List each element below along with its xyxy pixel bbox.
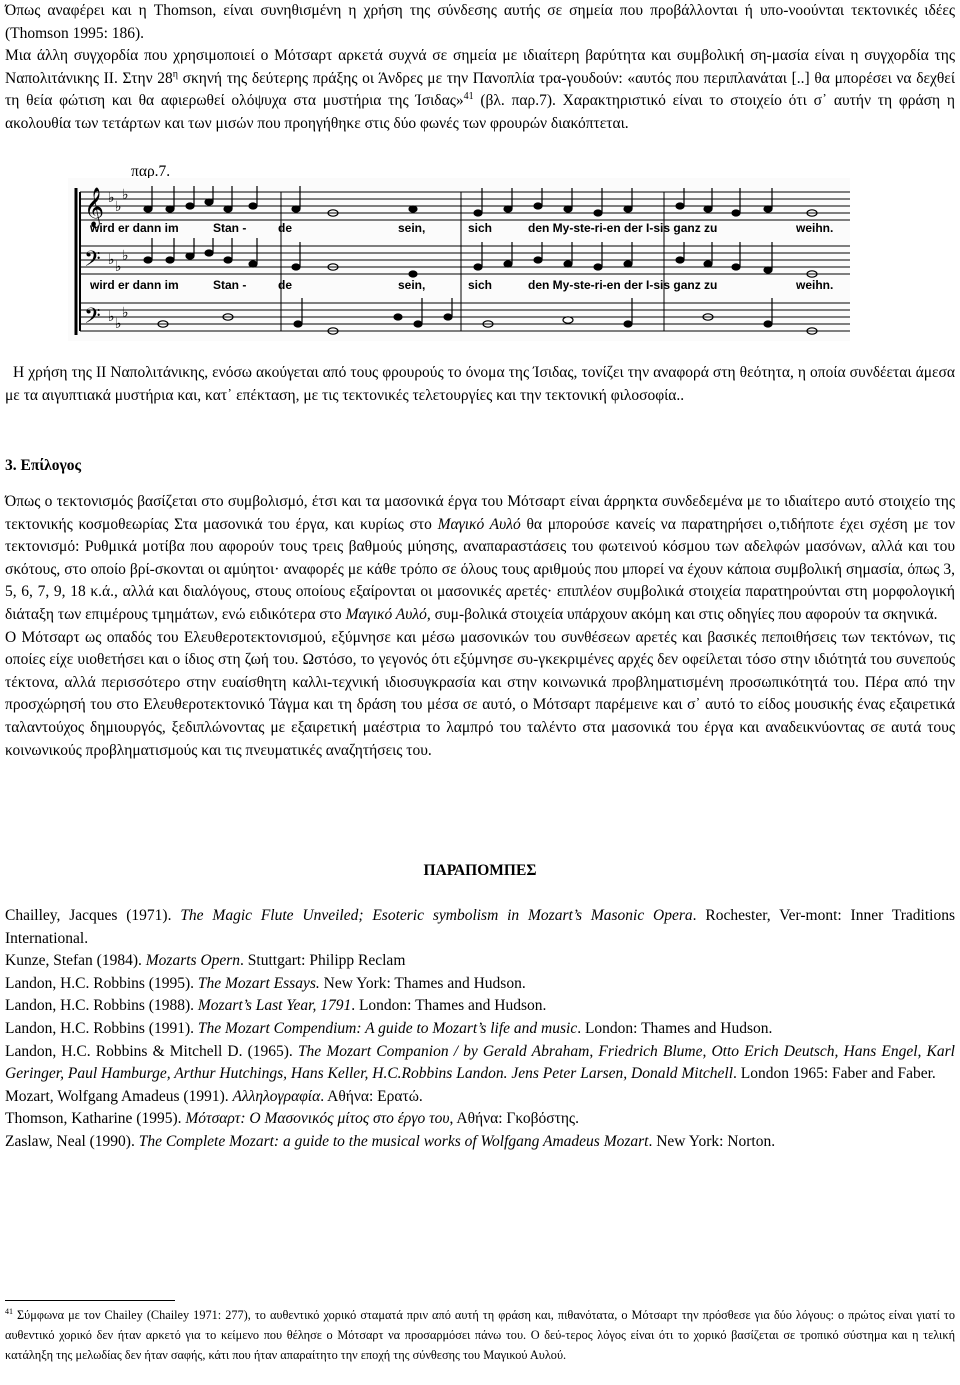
music-score-excerpt [68, 178, 850, 341]
body-paragraph: Όπως ο τεκτονισμός βασίζεται στο συμβολισμό, έτσι και τα μασονικά έργα του Μότσαρτ είναι άρρηκτα συνδεδεμένα με το ιδιαίτερο αυτό στοιχείο της τεκτονικής κοσμοθεωρίας Στα μασονικά του έργα, και κυρίως στο Μαγικό Αυλό θα μπορούσε κανείς να παρατηρήσει ο,τιδήποτε έχει σχέση με τον τεκτονισμό: Ρυθμικά μοτίβα που αφορούν τους τρεις βαθμούς μύησης, αναπαραστάσεις του φωτεινού κόσμου των αδελφών μασόνων, αλλά και του σκότους, στο οποίο βρί-σκονται οι αμύητοι· αναφορές με κάθε τρόπο σε όλους τους αριθμούς που μπορεί να έχουν κάποια συμβολική σημασία, όπως 3, 5, 6, 7, 9, 18 κ.ά., αλλά και διαλόγους, στους οποίους εξαίρονται οι μασονικές αρετές· επιπλέον συμβολικά στοιχεία παρατηρούνται στη μορφολογική διάταξη των επιμέρους τμημάτων, ενώ ειδικότερα στο Μαγικό Αυλό, συμ-βολικά στοιχεία υπάρχουν ακόμη και στις οδηγίες που αφορούν τα σκηνικά. [5, 493, 955, 623]
reference-item: Landon, H.C. Robbins (1991). The Mozart Compendium: A guide to Mozart’s life and music. London: Thames and Hudson. [5, 1019, 773, 1037]
reference-item: Landon, H.C. Robbins (1988). Mozart’s Last Year, 1791. London: Thames and Hudson. [5, 997, 547, 1015]
section-heading: 3. Επίλογος [5, 457, 82, 474]
footnote-divider [5, 1300, 175, 1301]
lyric: sich [468, 221, 493, 235]
svg-text:♭: ♭ [115, 199, 122, 215]
lyric: de [278, 221, 293, 235]
reference-item: Mozart, Wolfgang Amadeus (1991). Αλληλογραφία. Αθήνα: Ερατώ. [5, 1087, 423, 1105]
lyric: weihn. [796, 221, 834, 235]
reference-item: Landon, H.C. Robbins & Mitchell D. (1965). The Mozart Companion / by Gerald Abraham, Friedrich Blume, Otto Erich Deutsch, Hans Engel, Karl Geringer, Paul Hamburge, Arthur Hutchings, Hans Keller, H.C.Robbins Landon. Jens Peter Larsen, Donald Mitchell. London 1965: Faber and Faber. [5, 1042, 955, 1083]
lyric: weihn. [796, 278, 834, 292]
lyric: sich [468, 278, 493, 292]
references-heading: ΠΑΡΑΠΟΜΠΕΣ [423, 862, 537, 879]
lyric: de [278, 278, 293, 292]
epilogue-text [5, 491, 955, 762]
svg-text:♭: ♭ [122, 187, 129, 203]
svg-text:♭: ♭ [122, 248, 129, 264]
body-paragraph: Ο Μότσαρτ ως οπαδός του Ελευθεροτεκτονισμού, εξύμνησε και μέσω μασονικών του συνθέσεων αρετές και βασικές πεποιθήσεις των τεκτόνων, τις οποίες είχε υιοθετήσει και ο ίδιος στη ζωή του. Ωστόσο, το γεγονός ότι εξύμνησε συ-γκεκριμένες αρχές δεν οφείλεται τόσο στην ιδιότητά του συνεπούς τέκτονα, αλλά περισσότερο στην ευαίσθητη καλλι-τεχνική ιδιοσυγκρασία και στην κοινωνικά προβληματισμένη προσωπικότητά του. Πέρα από την προσχώρησή του στο Ελευθεροτεκτονικό Τάγμα και τη δράση του μέσα σε αυτό, ο Μότσαρτ παρέμεινε και σ᾽ αυτό το είδος μουσικής ένας εξαιρετικά ταλαντούχος δημιουργός, ξεδιπλώνοντας με εξαιρετική μαέστρια το λαμπρό του ταλέντο στα μασονικά του έργα και αναδεικνύοντας σε αυτά τους κοινωνικούς προβληματισμούς και τις πνευματικές αναζητήσεις του. [5, 628, 955, 759]
lyric: sein, [398, 221, 426, 235]
lyric: sein, [398, 278, 426, 292]
intro-paragraph: Όπως αναφέρει και η Thomson, είναι συνηθισμένη η χρήση της σύνδεσης αυτής σε σημεία που προβάλλονται ή υπο-νοούνται τεκτονικές ιδέες (Thomson 1995: 186). Μια άλλη συγχορδία που χρησιμοποιεί ο Μότσαρτ αρκετά συχνά σε σημεία με ιδιαίτερη βαρύτητα και συμβολική ση-μασία είναι η συγχορδία της Ναπολιτάνικης ΙΙ. Στην $28^\eta$ σκηνή της δεύτερης πράξης οι Άνδρες με την Πανοπλία τρα-γουδούν: «αυτός που περιπλανάται [..] θα μπορέσει να δεχθεί τη θεία φώτιση και θα αφιερωθεί ολόψυχα στα μυστήρια της Ίσιδας»$^{41}$ (βλ. παρ.7). Χαρακτηριστικό είναι το στοιχείο ότι σ᾽ αυτήν τη φράση η ακολουθία των τετάρτων και των μισών που προηγήθηκε στις δύο φωνές των φρουρών διακόπτεται. [5, 2, 955, 132]
svg-text:𝄢: 𝄢 [84, 247, 101, 277]
lyric: den My-ste-ri-en der I-sis ganz zu [528, 278, 718, 292]
music-example-caption: παρ.7. [131, 163, 171, 180]
svg-text:♭: ♭ [108, 190, 115, 206]
svg-text:♭: ♭ [122, 305, 129, 321]
reference-item: Thomson, Katharine (1995). Μότσαρτ: Ο Μασονικός μίτος στο έργο του, Αθήνα: Γκοβόστης. [5, 1110, 579, 1128]
lyric: Stan - [213, 278, 247, 292]
lyric: wird er dann im [90, 278, 179, 292]
footnote-number: 41 [5, 1306, 13, 1316]
svg-text:♭: ♭ [108, 252, 115, 268]
reference-item: Chailley, Jacques (1971). The Magic Flute Unveiled; Esoteric symbolism in Mozart’s Masonic Opera. Rochester, Ver-mont: Inner Traditions International. [5, 907, 955, 947]
body-paragraph: Η χρήση της ΙΙ Ναπολιτάνικης, ενόσω ακούγεται από τους φρουρούς το όνομα της Ίσιδας, τονίζει την αναφορά στη θεότητα, η οποία συνδέεται άμεσα με τα αιγυπτιακά μυστήρια και, κατ᾽ επέκταση, με τις τεκτονικές τελετουργίες και την τεκτονική φιλοσοφία.. [5, 364, 955, 404]
svg-text:𝄞: 𝄞 [84, 187, 105, 227]
reference-item: Landon, H.C. Robbins (1995). The Mozart Essays. New York: Thames and Hudson. [5, 974, 526, 992]
references-list [5, 905, 955, 1154]
svg-text:♭: ♭ [115, 316, 122, 332]
svg-text:♭: ♭ [115, 259, 122, 275]
svg-text:♭: ♭ [108, 309, 115, 325]
lyric: wird er dann im [90, 221, 179, 235]
footnote: $^{41}$ Σύμφωνα με τον Chailey (Chailey 1971: 277), το αυθεντικό χορικό σταματά πριν από αυτή τη φράση και, πιθανότατα, ο Μότσαρτ την πρόσθεσε για δύο λόγους: ο πρώτος είναι γιατί το αυθεντικό χορικό δεν ήταν αρκετό για το κείμενο που θέλησε ο Μότσαρτ να προσαρμόσει πάνω του. Ο δεύ-τερος λόγος είναι ότι το χορικό βασίζεται σε τροπικό σύστημα και η τελική κατάληξη της μελωδίας δεν ήταν σαφής, κάτι που ήταν απαραίτητο την εποχή της σύνθεσης του Μαγικού Αυλού. [5, 1306, 955, 1362]
lyric: Stan - [213, 221, 247, 235]
reference-item: Zaslaw, Neal (1990). The Complete Mozart: a guide to the musical works of Wolfgang Amadeus Mozart. New York: Norton. [5, 1132, 776, 1150]
svg-text:𝄢: 𝄢 [84, 304, 101, 334]
lyric: den My-ste-ri-en der I-sis ganz zu [528, 221, 718, 235]
reference-item: Kunze, Stefan (1984). Mozarts Opern. Stuttgart: Philipp Reclam [5, 952, 406, 970]
footnote-ref[interactable]: 41 [463, 91, 474, 103]
